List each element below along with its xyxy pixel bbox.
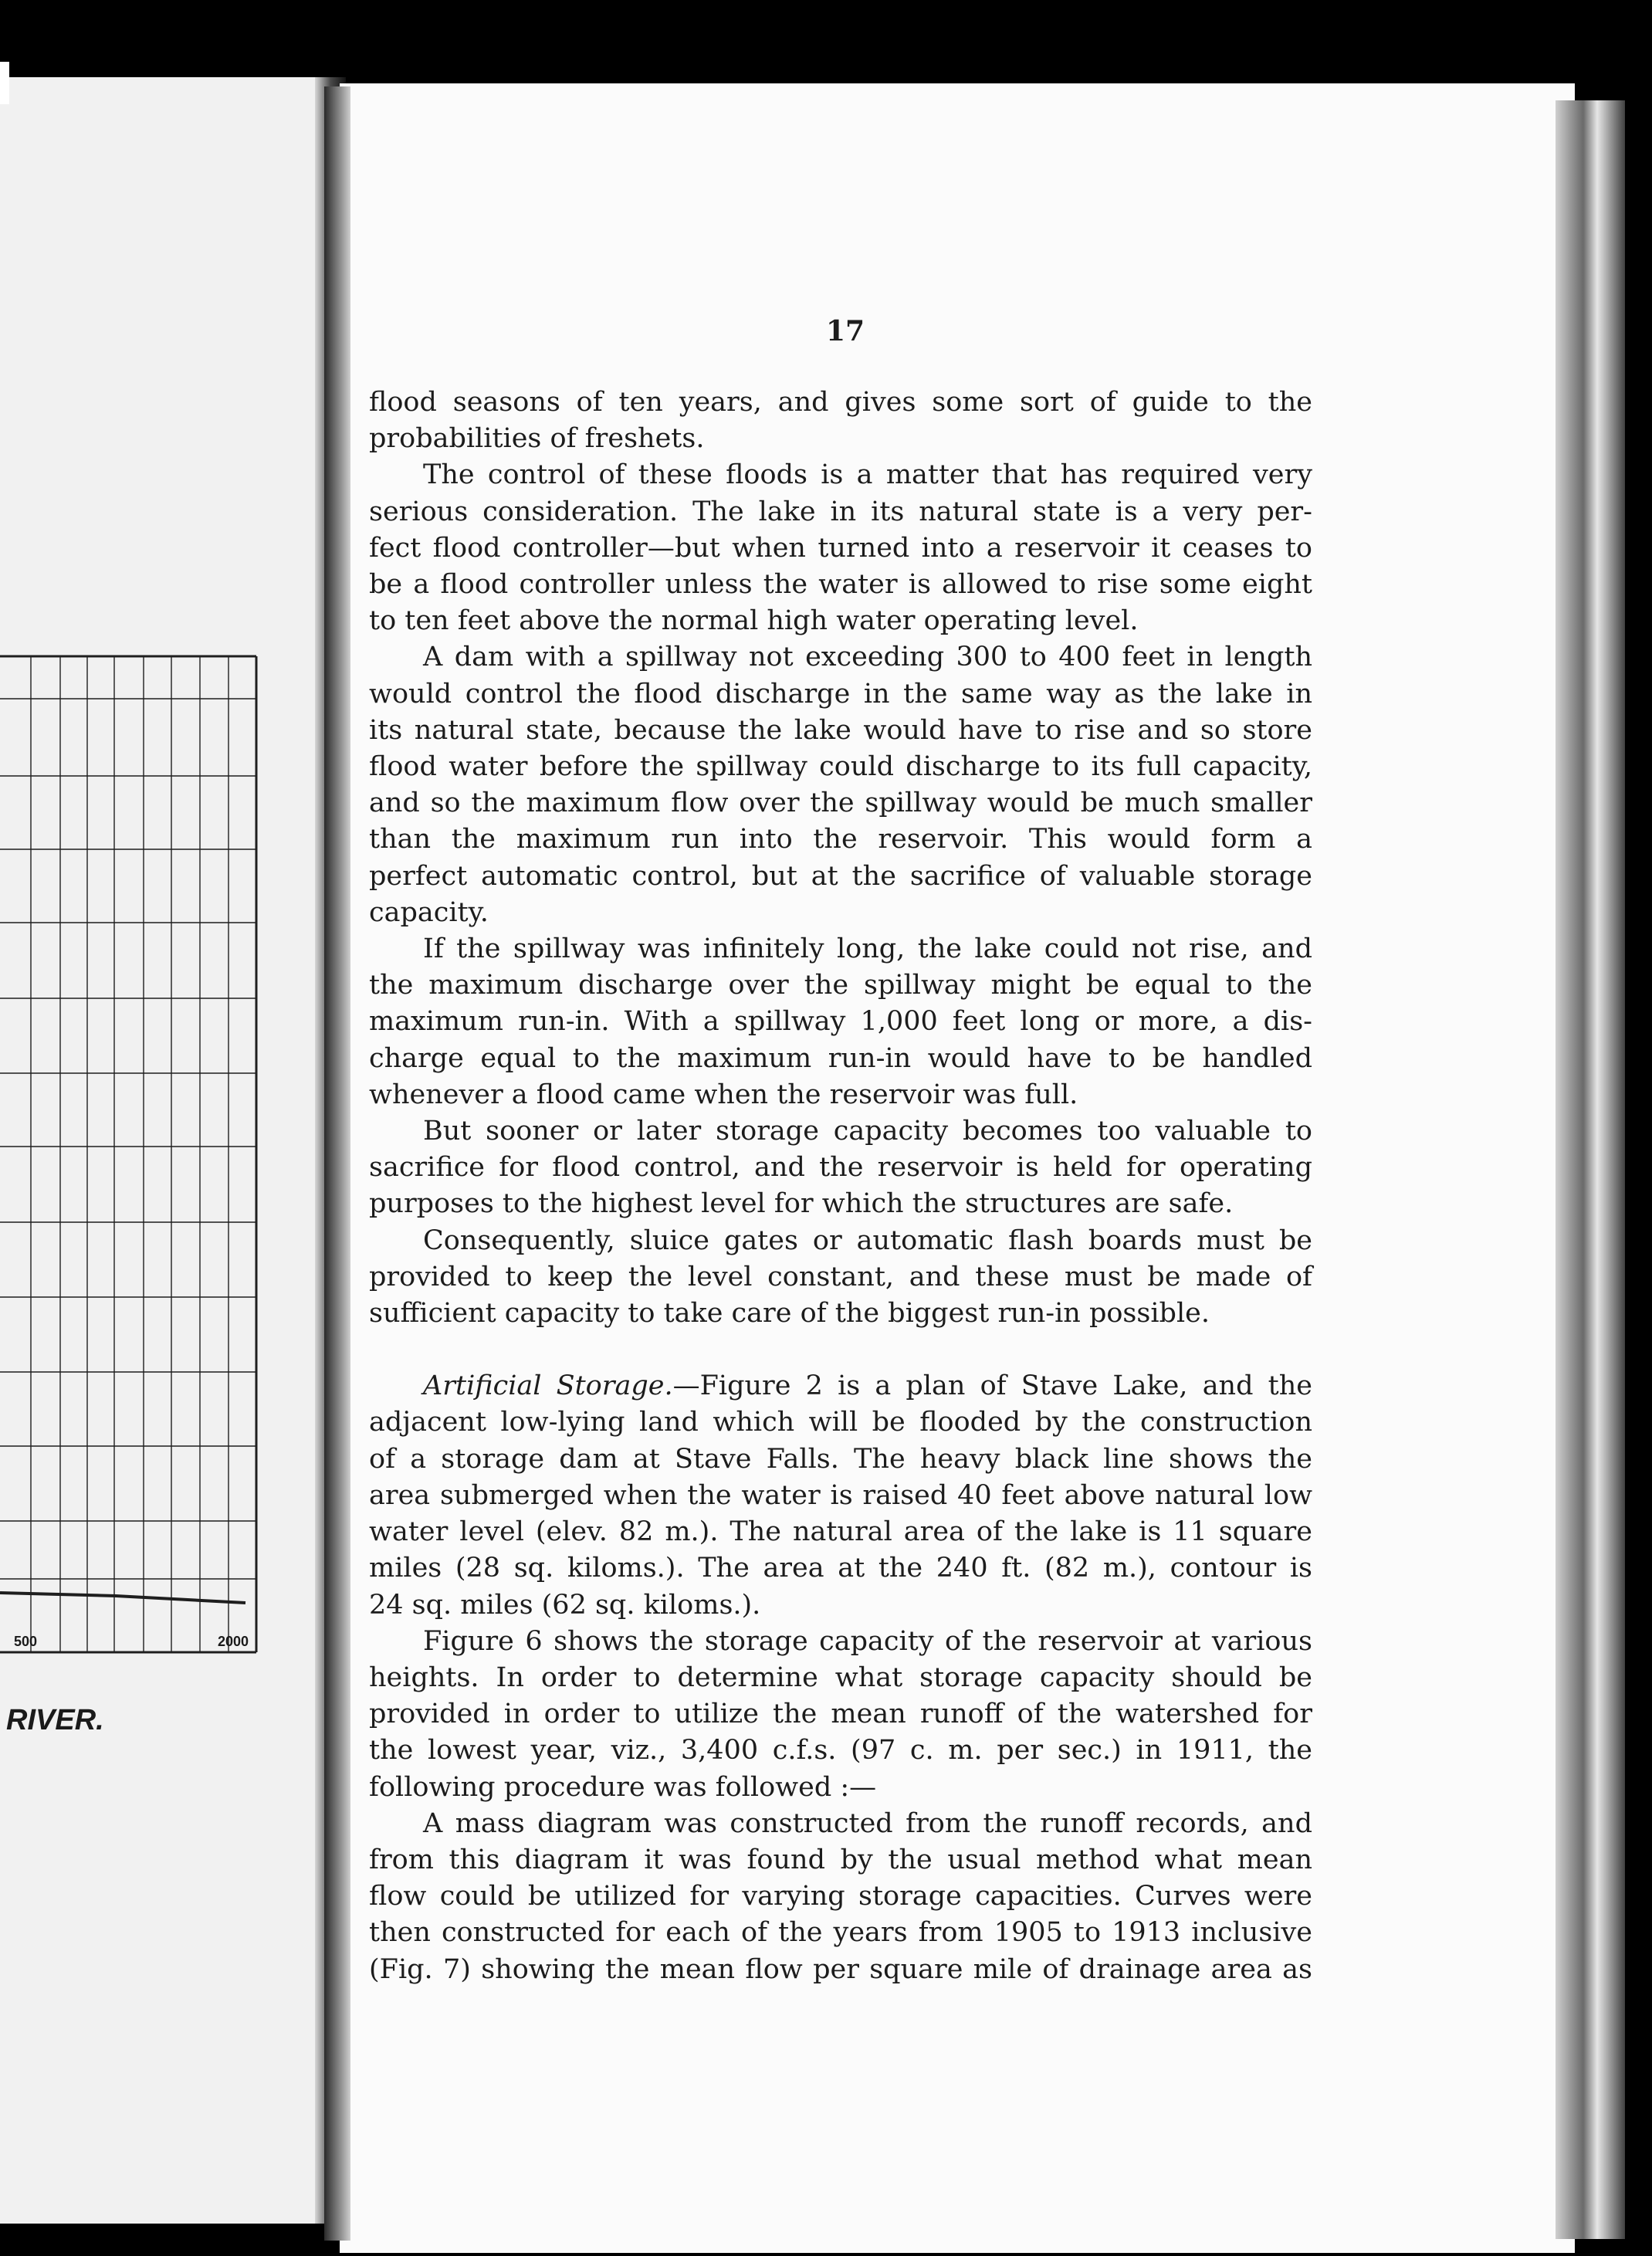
text-line: water level (elev. 82 m.). The natural area of the lake is 11 square [369,1516,1312,1548]
right-page-edge [1556,100,1625,2239]
text-line: purposes to the highest level for which the structures are safe. [369,1188,1234,1220]
text-line: capacity. [369,896,489,928]
left-chart-fragment [0,575,323,1749]
text-line: adjacent low-lying land which will be flooded by the construction [369,1407,1312,1438]
text-line: A dam with a spillway not exceeding 300 to 400 feet in length [423,642,1312,673]
text-line: of a storage dam at Stave Falls. The heavy black line shows the [369,1443,1312,1475]
left-page-tab [0,62,9,104]
text-line: The control of these floods is a matter that has required very [423,459,1312,491]
heading-continuation: —Figure 2 is a plan of Stave Lake, and the [672,1370,1312,1402]
text-line: the maximum discharge over the spillway might be equal to the [369,970,1312,1001]
text-line: its natural state, because the lake would have to rise and so store [369,714,1312,746]
text-line: the lowest year, viz., 3,400 c.f.s. (97 c. m. per sec.) in 1911, the [369,1735,1312,1767]
binding-shadow [324,86,350,2241]
text-line: flow could be utilized for varying storage capacities. Curves were [369,1881,1312,1912]
text-line: would control the flood discharge in the same way as the lake in [369,678,1312,710]
text-line: be a flood controller unless the water is allowed to rise some eight [369,569,1312,601]
text-line: A mass diagram was constructed from the runoff records, and [423,1807,1312,1839]
text-line: Consequently, sluice gates or automatic flash boards must be [423,1225,1312,1256]
chart-curve [0,1593,245,1603]
text-line: probabilities of freshets. [369,423,705,455]
page-number: 17 [826,315,865,347]
text-line-artificial-storage [369,1368,1312,1404]
text-line: (Fig. 7) showing the mean flow per square mile of drainage area as [369,1953,1312,1985]
text-line: whenever a flood came when the reservoir was full. [369,1079,1078,1110]
text-line: provided in order to utilize the mean runoff of the watershed for [369,1699,1312,1730]
text-line: fect flood controller—but when turned into a reservoir it ceases to [369,532,1312,564]
text-line: flood water before the spillway could discharge to its full capacity, [369,751,1312,783]
chart-caption: RIVER. [6,1704,104,1736]
text-line: area submerged when the water is raised 40 feet above natural low [369,1479,1312,1511]
text-line: and so the maximum flow over the spillway would be much smaller [369,788,1312,819]
text-line: following procedure was followed :— [369,1771,877,1803]
chart-grid-horizontal [0,699,256,1579]
text-line: perfect automatic control, but at the sacrifice of valuable storage [369,860,1312,892]
text-line: If the spillway was infinitely long, the lake could not rise, and [423,933,1312,965]
text-line: maximum run-in. With a spillway 1,000 feet long or more, a dis- [369,1006,1312,1038]
text-line: sufficient capacity to take care of the biggest run-in possible. [369,1298,1210,1330]
text-line: serious consideration. The lake in its natural state is a very per- [369,496,1312,527]
text-line: then constructed for each of the years from 1905 to 1913 inclusive [369,1917,1312,1949]
text-line: to ten feet above the normal high water operating level. [369,605,1139,637]
text-line: But sooner or later storage capacity becomes too valuable to [423,1116,1312,1147]
text-line: sacrifice for flood control, and the reservoir is held for operating [369,1152,1312,1184]
text-line: 24 sq. miles (62 sq. kiloms.). [369,1589,761,1621]
text-line: Figure 6 shows the storage capacity of the reservoir at various [423,1625,1312,1657]
text-line: flood seasons of ten years, and gives some sort of guide to the [369,387,1312,418]
text-line: heights. In order to determine what storage capacity should be [369,1662,1312,1693]
text-line: provided to keep the level constant, and these must be made of [369,1261,1312,1292]
text-line: from this diagram it was found by the usual method what mean [369,1844,1312,1875]
section-heading: Artificial Storage. [423,1370,673,1402]
text-line: miles (28 sq. kiloms.). The area at the 240 ft. (82 m.), contour is [369,1553,1312,1584]
body-text [369,384,1312,1988]
chart-grid-vertical [31,656,229,1652]
text-line: charge equal to the maximum run-in would have to be handled [369,1042,1312,1074]
chart-tick-label-500: 500 [14,1634,38,1649]
text-line: than the maximum run into the reservoir. This would form a [369,824,1312,855]
chart-tick-label-2000: 2000 [218,1634,249,1649]
